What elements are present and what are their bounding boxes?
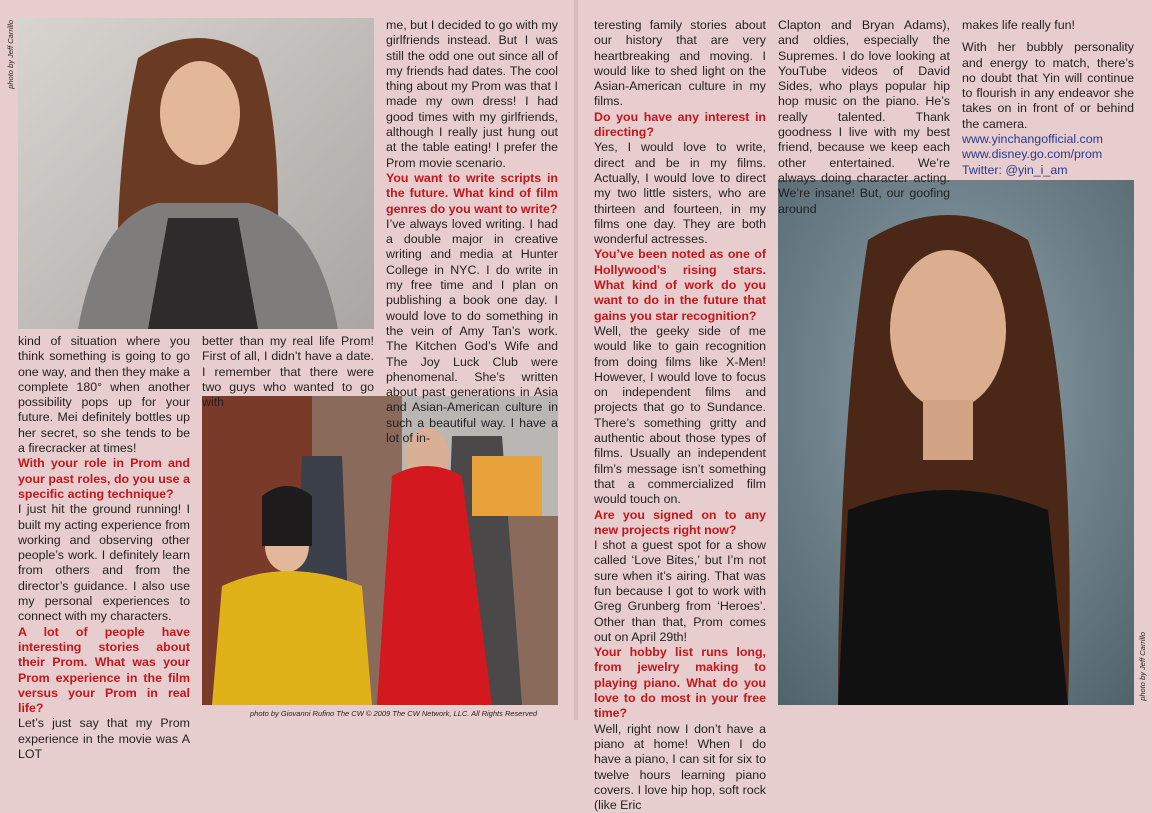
column-4	[594, 18, 766, 813]
column-6	[962, 18, 1134, 178]
column-1	[18, 334, 190, 762]
answer-text: Well, right now I don’t have a piano at home! When I do have a piano, I can sit for six to twelve hours learning piano covers. I love hip hop, soft rock (like Eric	[594, 721, 766, 813]
paragraph-spacer	[962, 33, 1134, 40]
answer-text: teresting family stories about our history that are very heartbreaking and moving. I would like to shed light on the Asian-American culture in my films.	[594, 18, 766, 109]
answer-text: better than my real life Prom! First of all, I didn’t have a date. I remember that there were two guys who wanted to go with	[202, 334, 374, 410]
interview-question: Are you signed on to any new projects right now?	[594, 507, 766, 537]
top-left-photo	[18, 18, 374, 329]
interview-question: A lot of people have interesting stories about their Prom. What was your Prom experience in the film versus your Prom in real life?	[18, 624, 190, 716]
twitter-link[interactable]: Twitter: @yin_i_am	[962, 162, 1068, 177]
column-3	[386, 18, 558, 446]
answer-text: makes life really fun!	[962, 18, 1075, 32]
group-photo-credit: photo by Giovanni Rufino The CW © 2009 The CW Network, LLC. All Rights Reserved	[250, 709, 538, 718]
interview-question: With your role in Prom and your past roles, do you use a specific acting technique?	[18, 456, 190, 501]
answer-text: I shot a guest spot for a show called ‘Love Bites,’ but I’m not sure when it’s airing. That was fun because I got to work with Greg Grunberg from ‘Heroes’. Other than that, Prom comes out on April 29th!	[594, 538, 766, 644]
answer-text: Yes, I would love to write, direct and be in my films. Actually, I would love to direct my two little sisters, who are thirteen and fourteen, in my films one day. They are both wonderful actresses.	[594, 140, 766, 247]
closing-text: With her bubbly personality and energy to match, there’s no doubt that Yin will continue to flourish in any endeavor she takes on in front of or behind the camera.	[962, 40, 1134, 131]
disney-link[interactable]: www.disney.go.com/prom	[962, 147, 1103, 162]
website-link[interactable]: www.yinchangofficial.com	[962, 132, 1103, 147]
interview-question: You’ve been noted as one of Hollywood’s rising stars. What kind of work do you want to do in the future that gains you star recognition?	[594, 247, 766, 323]
answer-text: Let’s just say that my Prom experience in the movie was A LOT	[18, 716, 190, 762]
column-2	[202, 334, 374, 410]
right-portrait-photo	[778, 180, 1134, 705]
column-5	[778, 18, 950, 217]
interview-question: Your hobby list runs long, from jewelry making to playing piano. What do you love to do most in your free time?	[594, 645, 766, 721]
answer-text: I’ve always loved writing. I had a double major in creative writing and media at Hunter College in NYC. I do write in my free time and I plan on publishing a book one day. I would love to do something in the vein of Amy Tan’s work. The Kitchen God’s Wife and The Joy Luck Club were phenomenal. She’s written about past generations in Asia and Asian-American culture in such a beautiful way. I have a lot of in-	[386, 216, 558, 446]
portrait-credit: photo by Jeff Carrillo	[1138, 632, 1147, 701]
top-photo-credit: photo by Jeff Carrillo	[6, 20, 15, 89]
answer-text: kind of situation where you think something is going to go one way, and then they make a complete 180° when another possibility pops up for your future. Mei definitely bottles up her secret, so she tends to be a firecracker at times!	[18, 334, 190, 456]
answer-text: Well, the geeky side of me would like to gain recognition from doing films like X-Men! However, I would love to focus on independent films and projects that go to Sundance. There’s something gritty and authentic about those types of films. Usually an independent film’s message isn’t something that a commercialized film would touch on.	[594, 323, 766, 507]
interview-question: Do you have any interest in directing?	[594, 109, 766, 140]
answer-text: Clapton and Bryan Adams), and oldies, especially the Supremes. I do love looking at YouTube videos of David Sides, who plays popular hip hop music on the piano. He’s really talented. Thank goodness I live with my best friend, because we keep each other entertained. We’re always doing character acting. We’re insane! But, our goofing around	[778, 18, 950, 216]
answer-text: me, but I decided to go with my girlfriends instead. But I was still the odd one out since all of my friends had dates. The cool thing about my Prom was that I made my own dress! I had good times with my girlfriends, although I really just hung out at the table eating! I prefer the Prom movie scenario.	[386, 18, 558, 170]
interview-question: You want to write scripts in the future. What kind of film genres do you want to write?	[386, 170, 558, 216]
answer-text: I just hit the ground running! I built my acting experience from working and observing other people’s work. I definitely learn from others and from the director’s guidance. I also use my personal experiences to connect with my characters.	[18, 502, 190, 624]
